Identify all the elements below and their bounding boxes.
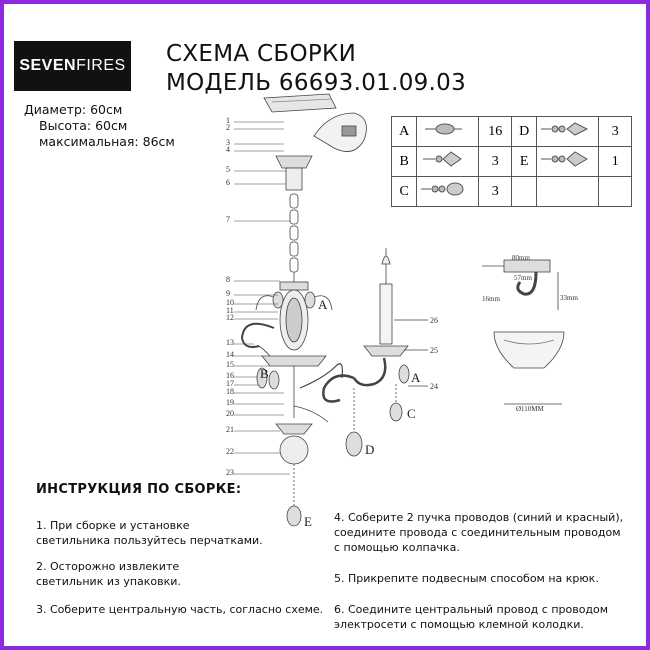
part-letter: C (392, 177, 417, 207)
canopy-cup-detail (494, 332, 564, 368)
part-letter: A (392, 117, 417, 147)
label-b: B (260, 366, 269, 381)
label-a-upper: A (318, 297, 328, 312)
part-number: 3 (226, 138, 230, 147)
diameter-text: Диаметр: 60см (24, 102, 123, 117)
canopy (276, 156, 312, 168)
part-number: 21 (226, 425, 234, 434)
part-letter: B (392, 147, 417, 177)
label-c: C (407, 406, 416, 421)
logo-text-bold: SEVEN (19, 57, 77, 74)
model-title: МОДЕЛЬ 66693.01.09.03 (166, 70, 467, 96)
part-number: 19 (226, 398, 234, 407)
part-number: 25 (430, 346, 438, 355)
part-number: 10 (226, 298, 234, 307)
part-letter: D (511, 117, 536, 147)
part-number: 24 (430, 382, 438, 391)
part-number: 7 (226, 215, 230, 224)
right-arm (354, 358, 385, 385)
label-d: D (365, 442, 375, 457)
brand-logo (14, 41, 131, 91)
label-a-right: A (411, 370, 421, 385)
crystal-a (305, 292, 315, 308)
assembly-diagram (214, 88, 584, 528)
instruction-step-1: 1. При сборке и установке светильника пользуйтесь перчатками. (36, 519, 263, 547)
crystal-d (346, 432, 362, 456)
hook-vertical: 33mm (560, 294, 578, 302)
page-title: СХЕМА СБОРКИ (166, 41, 357, 67)
canopy-neck (286, 168, 302, 190)
part-number: 15 (226, 360, 234, 369)
part-number: 2 (226, 123, 230, 132)
part-number: 17 (226, 379, 234, 388)
logo-text-light: FIRES (76, 57, 126, 74)
part-number: 22 (226, 447, 234, 456)
part-number: 1 (226, 116, 230, 125)
part-qty: 16 (479, 117, 512, 147)
part-number: 26 (430, 316, 438, 325)
part-number: 4 (226, 145, 230, 154)
part-number: 6 (226, 178, 230, 187)
bobeche (364, 346, 408, 356)
dimensions-block (24, 102, 175, 150)
instruction-step-4: 4. Соберите 2 пучка проводов (синий и красный), соедините провода с соединительным проводом с помощью колпачка. (334, 511, 624, 554)
part-qty: 3 (599, 117, 632, 147)
part-qty: 1 (599, 147, 632, 177)
label-e: E (304, 514, 312, 529)
crystal-a (399, 365, 409, 383)
middle-plate (262, 356, 326, 366)
hook-detail (314, 113, 366, 152)
crystal-a (273, 292, 283, 308)
hook-width-outer: 80mm (512, 254, 530, 262)
instruction-step-6: 6. Соедините центральный провод с проводом электросети с помощью клемной колодки. (334, 603, 609, 631)
hook-height: 16mm (482, 295, 500, 303)
part-number: 20 (226, 409, 234, 418)
part-number: 9 (226, 289, 230, 298)
upper-cup (280, 282, 308, 290)
part-number: 12 (226, 313, 234, 322)
part-number: 13 (226, 338, 234, 347)
part-number: 11 (226, 306, 234, 315)
part-qty: 3 (479, 177, 512, 207)
cup-diameter: Ø110MM (516, 405, 544, 413)
instruction-step-3: 3. Соберите центральную часть, согласно схеме. (36, 603, 324, 616)
glass-ball (280, 436, 308, 464)
part-number: 23 (226, 468, 234, 477)
instruction-step-2: 2. Осторожно извлеките светильник из упаковки. (36, 560, 181, 588)
instructions-title: ИНСТРУКЦИЯ ПО СБОРКЕ: (36, 482, 242, 497)
part-number: 16 (226, 371, 234, 380)
part-number: 8 (226, 275, 230, 284)
height-text: Высота: 60см (39, 118, 128, 133)
part-letter: E (511, 147, 536, 177)
candle-bulb (382, 256, 390, 264)
left-arm (242, 324, 274, 347)
ceiling-plate (264, 94, 336, 112)
max-height-text: максимальная: 86см (39, 134, 175, 149)
part-number: 14 (226, 350, 234, 359)
candle-sleeve (380, 284, 392, 344)
chain (290, 194, 298, 272)
part-qty: 3 (479, 147, 512, 177)
part-qty (599, 177, 632, 207)
lower-plate (276, 424, 312, 434)
crystal-c (390, 403, 402, 421)
part-number: 18 (226, 387, 234, 396)
hook-width-inner: 57mm (514, 274, 532, 282)
part-number: 5 (226, 165, 230, 174)
instruction-step-5: 5. Прикрепите подвесным способом на крюк. (334, 572, 599, 585)
